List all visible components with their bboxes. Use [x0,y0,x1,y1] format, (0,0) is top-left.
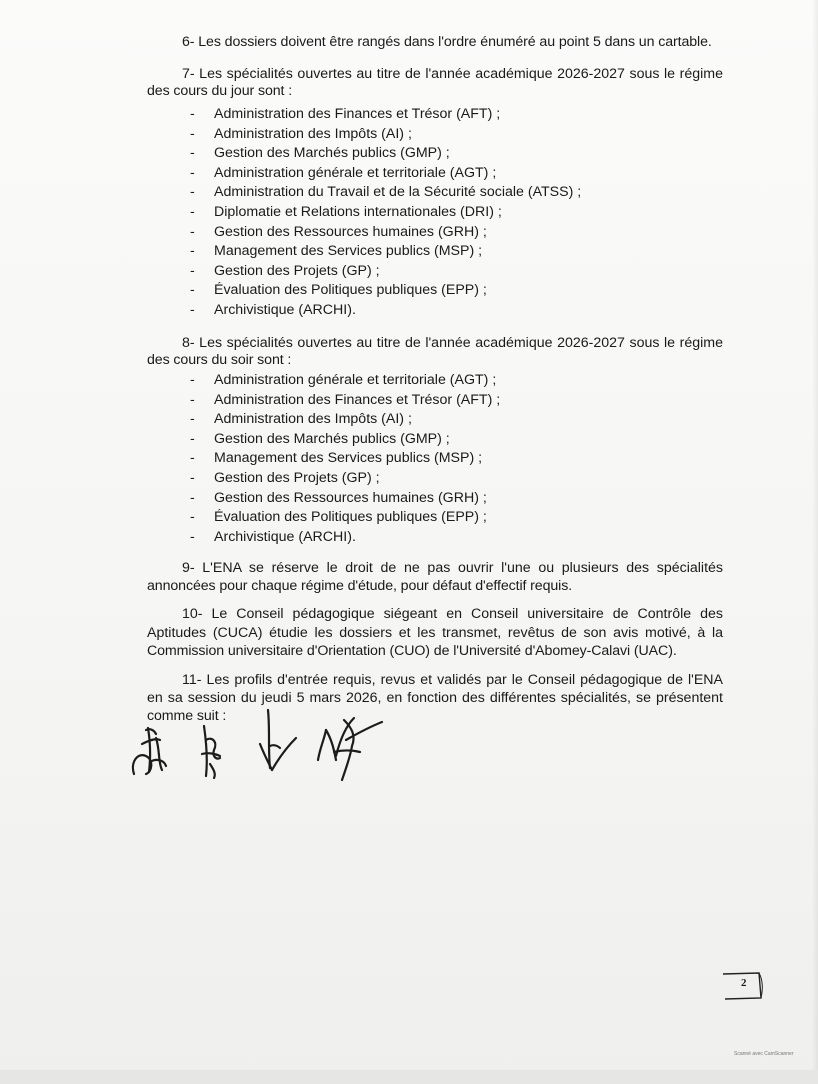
specialty-label: Management des Services publics (MSP) ; [214,243,483,260]
specialty-label: Administration du Travail et de la Sécurité sociale (ATSS) ; [214,184,582,201]
paragraph-7-line-2: des cours du jour sont : [147,83,293,99]
specialty-label: Administration générale et territoriale (AGT) ; [214,372,497,388]
specialty-label: Management des Services publics (MSP) ; [214,450,483,467]
bullet-dash: - [190,430,195,447]
paragraph-9-line-1: 9- L'ENA se réserve le droit de ne pas ouvrir l'une ou plusieurs des spécialités [182,560,723,576]
specialty-label: Diplomatie et Relations internationales (DRI) ; [214,203,502,220]
paragraph-11-line-3: comme suit : [147,708,227,724]
signature-1 [133,728,166,774]
bullet-dash: - [190,509,195,526]
paragraph-10-line-3: Commission universitaire d'Orientation (CUO) de l'Université d'Abomey-Calavi (UAC). [147,643,677,659]
bullet-dash: - [190,301,195,318]
paragraph-9-line-2: annoncées pour chaque régime d'étude, pour défaut d'effectif requis. [147,578,573,594]
paragraph-10-line-2: Aptitudes (CUCA) étudie les dossiers et les transmet, revêtus de son avis motivé, à la [147,625,723,641]
bullet-dash: - [190,145,195,162]
specialty-label: Administration des Impôts (AI) ; [214,125,412,142]
paragraph-7-line-1: 7- Les spécialités ouvertes au titre de l'année académique 2026-2027 sous le régime [182,66,723,82]
page-edge-shadow [812,0,818,1084]
signature-2 [202,726,220,778]
paragraph-6: 6- Les dossiers doivent être rangés dans l'ordre énuméré au point 5 dans un cartable. [182,34,712,50]
signature-4 [318,718,382,780]
specialty-label: Gestion des Projets (GP) ; [214,262,380,279]
bullet-dash: - [190,528,195,545]
handwritten-signatures [120,700,390,790]
bullet-dash: - [190,411,195,428]
paragraph-10-line-1: 10- Le Conseil pédagogique siégeant en Conseil universitaire de Contrôle des [182,606,723,622]
bullet-dash: - [190,125,195,142]
specialty-label: Gestion des Projets (GP) ; [214,469,380,486]
specialty-label: Administration des Finances et Trésor (AFT) ; [214,391,501,408]
paragraph-8-line-2: des cours du soir sont : [147,352,292,368]
specialty-label: Évaluation des Politiques publiques (EPP) ; [214,282,487,299]
bullet-dash: - [190,203,195,220]
specialty-label: Archivistique (ARCHI). [214,301,356,318]
bullet-dash: - [190,282,195,299]
bullet-dash: - [190,262,195,279]
bullet-dash: - [190,372,195,388]
specialty-label: Archivistique (ARCHI). [214,528,356,545]
bullet-dash: - [190,391,195,408]
specialty-label: Administration des Impôts (AI) ; [214,411,412,428]
bullet-dash: - [190,489,195,506]
specialty-label: Administration des Finances et Trésor (AFT) ; [214,106,501,122]
specialty-label: Gestion des Marchés publics (GMP) ; [214,145,450,162]
bullet-dash: - [190,164,195,181]
paragraph-11-line-1: 11- Les profils d'entrée requis, revus et validés par le Conseil pédagogique de l'ENA [182,672,723,688]
bottom-edge [0,1070,818,1084]
bullet-dash: - [190,223,195,240]
specialty-label: Administration générale et territoriale (AGT) ; [214,164,497,181]
specialty-label: Gestion des Ressources humaines (GRH) ; [214,223,487,240]
scanner-watermark: Scanné avec CamScanner [734,1051,794,1057]
bullet-dash: - [190,469,195,486]
page-number: 2 [741,977,747,989]
bullet-dash: - [190,106,195,122]
bullet-dash: - [190,243,195,260]
bullet-dash: - [190,450,195,467]
specialty-label: Gestion des Marchés publics (GMP) ; [214,430,450,447]
paragraph-8-line-1: 8- Les spécialités ouvertes au titre de l'année académique 2026-2027 sous le régime [182,335,723,351]
specialty-label: Évaluation des Politiques publiques (EPP) ; [214,509,487,526]
paragraph-11-line-2: en sa session du jeudi 5 mars 2026, en fonction des différentes spécialités, se présentent [147,690,723,706]
bullet-dash: - [190,184,195,201]
specialty-label: Gestion des Ressources humaines (GRH) ; [214,489,487,506]
signature-3 [260,710,296,770]
